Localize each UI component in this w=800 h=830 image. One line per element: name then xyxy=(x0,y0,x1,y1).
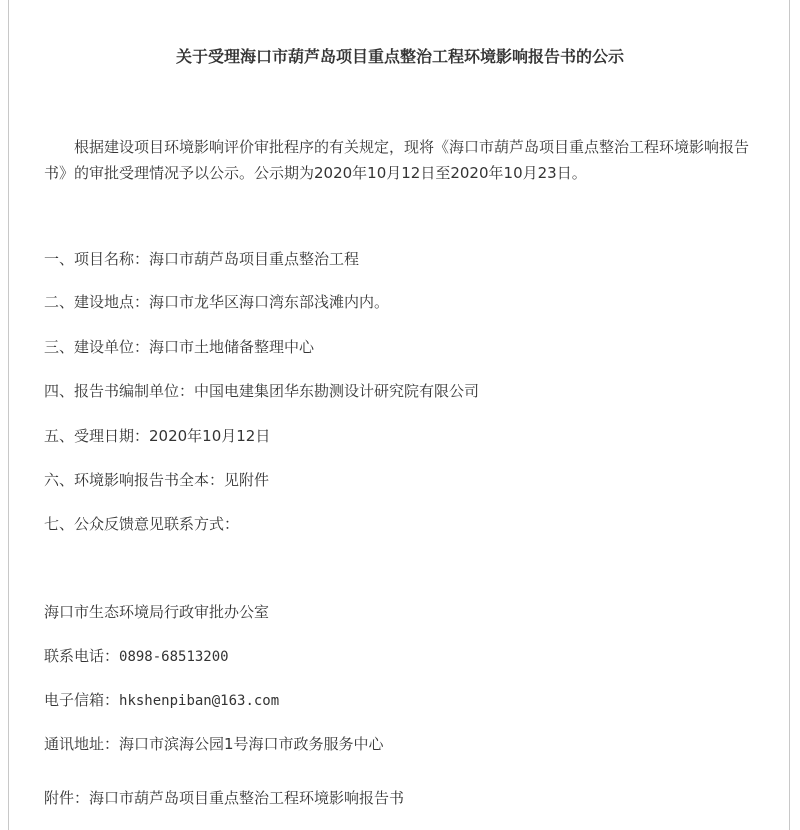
contact-email-label: 电子信箱： xyxy=(44,691,120,709)
contact-email-line xyxy=(44,689,279,712)
contact-address: 海口市滨海公园1号海口市政务服务中心 xyxy=(119,735,384,753)
item-builder: 三、建设单位：海口市土地储备整理中心 xyxy=(44,338,315,356)
attachment-link[interactable]: 海口市葫芦岛项目重点整治工程环境影响报告书 xyxy=(89,789,405,807)
attachment-label: 附件： xyxy=(44,789,90,807)
contact-email: hkshenpiban@163.com xyxy=(119,693,280,709)
item-feedback-contact: 七、公众反馈意见联系方式： xyxy=(44,515,240,533)
contact-address-label: 通讯地址： xyxy=(44,735,120,753)
item-report-author: 四、报告书编制单位：中国电建集团华东勘测设计研究院有限公司 xyxy=(44,382,480,400)
notice-intro: 根据建设项目环境影响评价审批程序的有关规定，现将《海口市葫芦岛项目重点整治工程环境影响报告书》的审批受理情况予以公示。公示期为2020年10月12日至2020年10月23日。 xyxy=(44,138,750,182)
contact-phone-line xyxy=(44,645,229,668)
item-full-report: 六、环境影响报告书全本：见附件 xyxy=(44,471,270,489)
contact-office: 海口市生态环境局行政审批办公室 xyxy=(44,603,270,621)
contact-address-line xyxy=(44,733,384,755)
item-location: 二、建设地点：海口市龙华区海口湾东部浅滩内内。 xyxy=(44,293,390,311)
contact-phone: 0898-68513200 xyxy=(119,649,229,665)
notice-title: 关于受理海口市葫芦岛项目重点整治工程环境影响报告书的公示 xyxy=(175,47,624,66)
contact-phone-label: 联系电话： xyxy=(44,647,120,665)
item-project-name: 一、项目名称：海口市葫芦岛项目重点整治工程 xyxy=(44,250,360,268)
attachment-line xyxy=(44,787,404,809)
item-accept-date: 五、受理日期：2020年10月12日 xyxy=(44,427,271,445)
